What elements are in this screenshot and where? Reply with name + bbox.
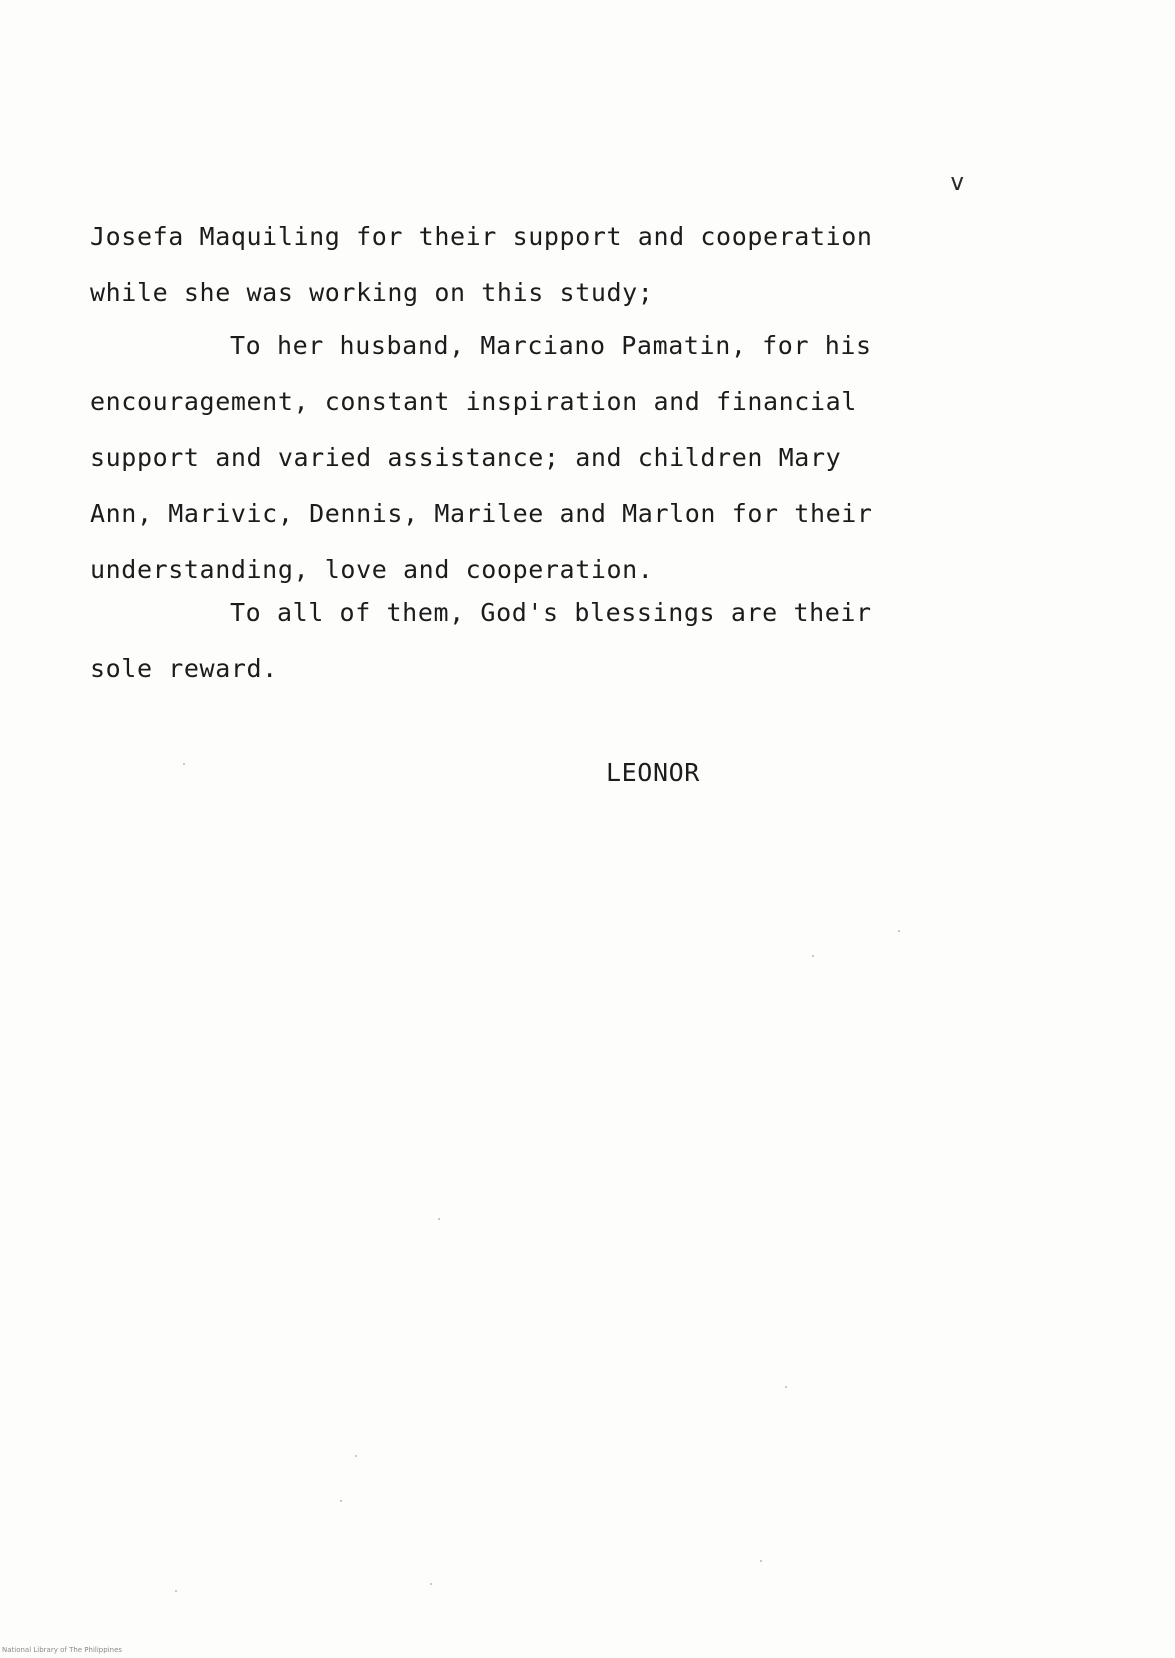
- text-line: sole reward.: [90, 654, 278, 683]
- scan-speck: [438, 1218, 440, 1220]
- scan-speck: [785, 1386, 787, 1388]
- text-line: understanding, love and cooperation.: [90, 555, 654, 584]
- scan-speck: [183, 763, 185, 765]
- scan-speck: [812, 955, 814, 957]
- scan-speck: [760, 1560, 762, 1562]
- text-line: encouragement, constant inspiration and financial: [90, 387, 857, 416]
- paragraph-continuation: [90, 209, 970, 321]
- text-line: Ann, Marivic, Dennis, Marilee and Marlon for their: [90, 499, 873, 528]
- text-line: while she was working on this study;: [90, 278, 654, 307]
- text-line: To her husband, Marciano Pamatin, for his: [230, 331, 872, 360]
- text-line: To all of them, God's blessings are their: [230, 598, 872, 627]
- scan-speck: [355, 1455, 357, 1457]
- text-line: support and varied assistance; and children Mary: [90, 443, 842, 472]
- text-line: Josefa Maquiling for their support and cooperation: [90, 222, 873, 251]
- paragraph-blessings: [90, 585, 970, 697]
- library-footer: National Library of The Philippines: [2, 1646, 123, 1654]
- scan-speck: [898, 930, 900, 932]
- scan-speck: [175, 1590, 177, 1592]
- scan-speck: [430, 1583, 432, 1585]
- signature-name: LEONOR: [606, 758, 700, 787]
- paragraph-husband-children: [90, 318, 970, 598]
- scan-speck: [340, 1500, 342, 1502]
- page-number: v: [950, 168, 965, 196]
